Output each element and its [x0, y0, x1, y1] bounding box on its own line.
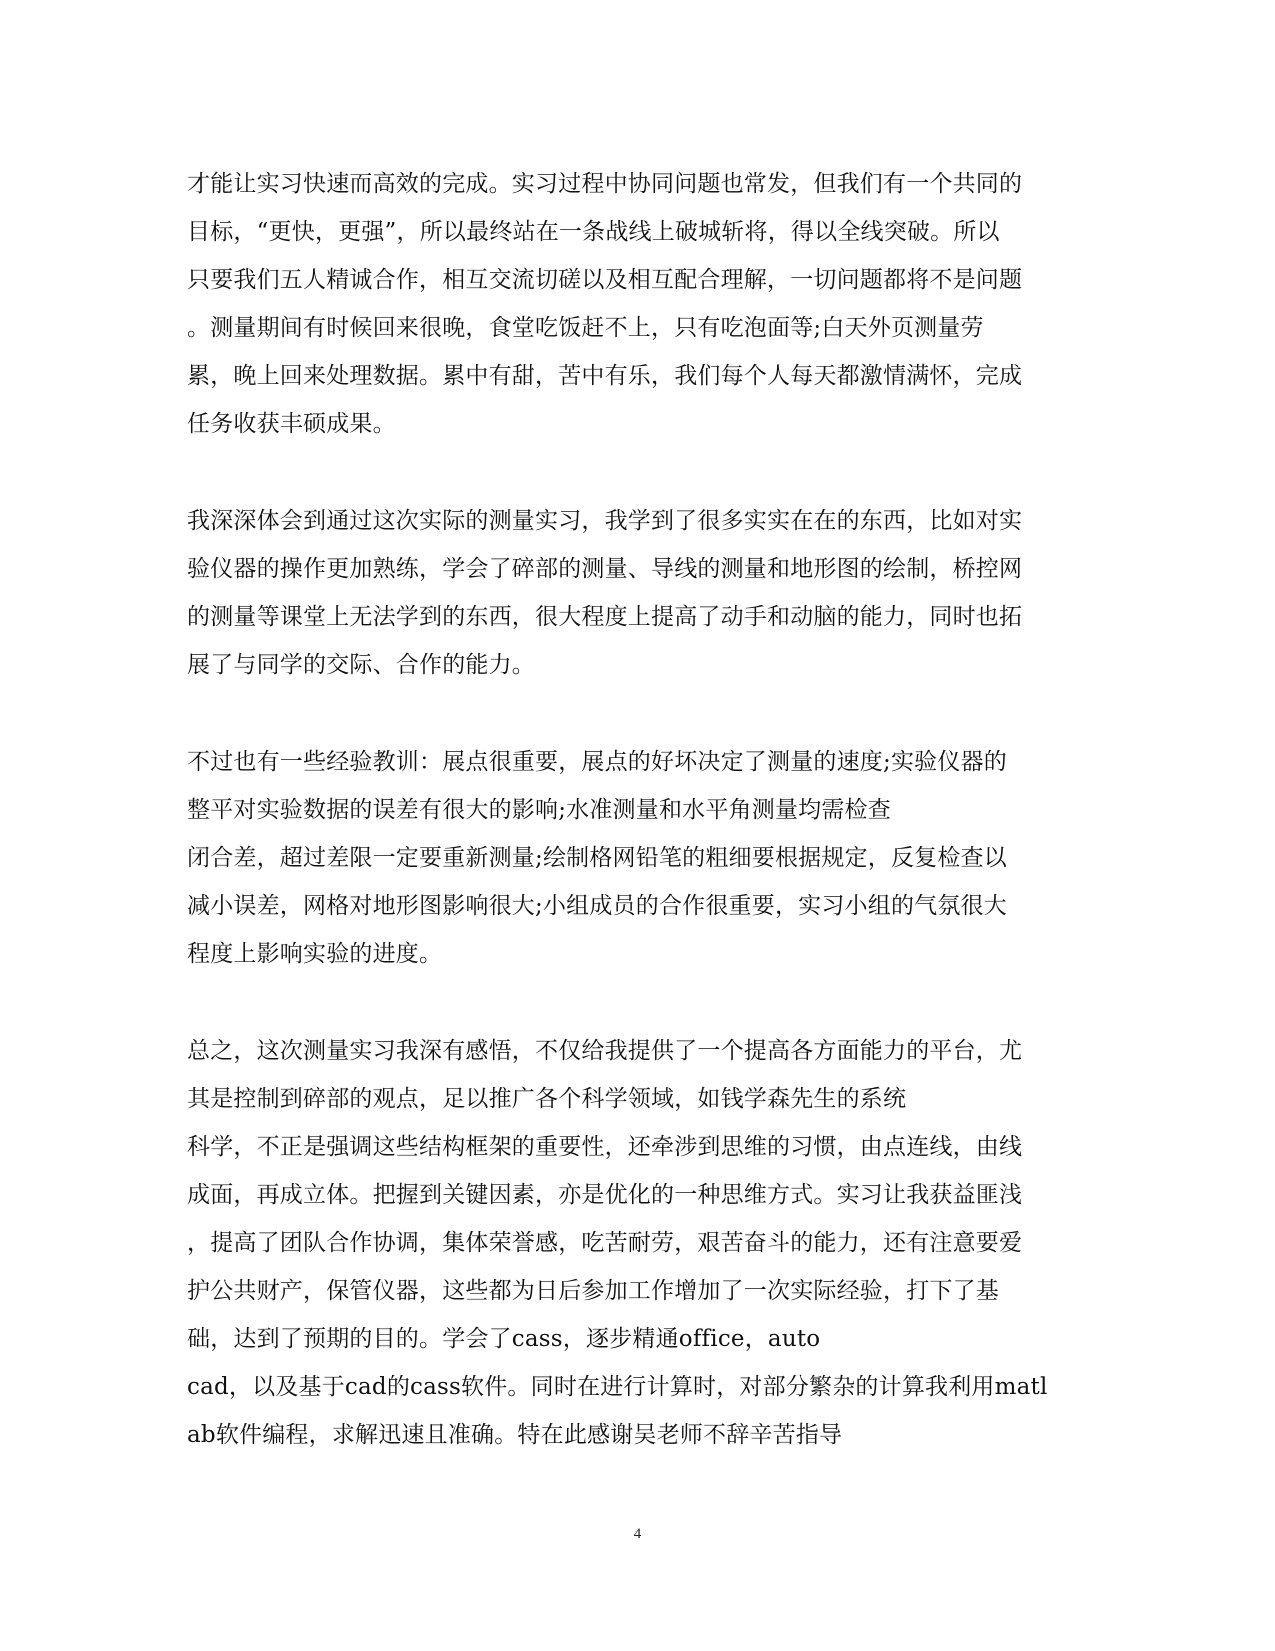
- text-line: cad，以及基于cad的cass软件。同时在进行计算时，对部分繁杂的计算我利用matl: [187, 1374, 1048, 1400]
- paragraph-1: [187, 160, 1087, 448]
- text-line: ，提高了团队合作协调，集体荣誉感，吃苦耐劳，艰苦奋斗的能力，还有注意要爱: [187, 1230, 1023, 1256]
- text-line: 累，晚上回来处理数据。累中有甜，苦中有乐，我们每个人每天都激情满怀，完成: [187, 363, 1023, 389]
- paragraph-spacer: [187, 448, 1087, 497]
- text-line: 的测量等课堂上无法学到的东西，很大程度上提高了动手和动脑的能力，同时也拓: [187, 604, 1023, 630]
- text-line: 才能让实习快速而高效的完成。实习过程中协同问题也常发，但我们有一个共同的: [187, 171, 1023, 197]
- text-line: 成面，再成立体。把握到关键因素，亦是优化的一种思维方式。实习让我获益匪浅: [187, 1182, 1023, 1208]
- page-number: 4: [633, 1526, 642, 1542]
- text-line: 程度上影响实验的进度。: [187, 941, 443, 967]
- paragraph-3: [187, 738, 1087, 978]
- text-line: 验仪器的操作更加熟练，学会了碎部的测量、导线的测量和地形图的绘制，桥控网: [187, 556, 1023, 582]
- text-line: 目标，“更快，更强”，所以最终站在一条战线上破城斩将，得以全线突破。所以: [187, 219, 1000, 245]
- text-line: 科学，不正是强调这些结构框架的重要性，还牵涉到思维的习惯，由点连线，由线: [187, 1134, 1023, 1160]
- text-line: 础，达到了预期的目的。学会了cass，逐步精通office，auto: [187, 1326, 821, 1352]
- text-line: 减小误差，网格对地形图影响很大;小组成员的合作很重要，实习小组的气氛很大: [187, 893, 1007, 919]
- text-line: 闭合差，超过差限一定要重新测量;绘制格网铅笔的粗细要根据规定，反复检查以: [187, 845, 1007, 871]
- paragraph-spacer: [187, 978, 1087, 1027]
- text-line: 总之，这次测量实习我深有感悟，不仅给我提供了一个提高各方面能力的平台，尤: [187, 1038, 1023, 1064]
- text-line: 展了与同学的交际、合作的能力。: [187, 652, 535, 678]
- text-line: 整平对实验数据的误差有很大的影响;水准测量和水平角测量均需检查: [187, 797, 891, 823]
- document-body: [187, 160, 1087, 1459]
- text-line: 只要我们五人精诚合作，相互交流切磋以及相互配合理解，一切问题都将不是问题: [187, 267, 1023, 293]
- text-line: 我深深体会到通过这次实际的测量实习，我学到了很多实实在在的东西，比如对实: [187, 508, 1023, 534]
- text-line: ab软件编程，求解迅速且准确。特在此感谢吴老师不辞辛苦指导: [187, 1422, 843, 1448]
- paragraph-2: [187, 497, 1087, 689]
- paragraph-spacer: [187, 689, 1087, 738]
- text-line: 护公共财产，保管仪器，这些都为日后参加工作增加了一次实际经验，打下了基: [187, 1278, 999, 1304]
- text-line: 其是控制到碎部的观点，足以推广各个科学领域，如钱学森先生的系统: [187, 1086, 907, 1112]
- text-line: 任务收获丰硕成果。: [187, 411, 396, 437]
- paragraph-4: [187, 1027, 1087, 1459]
- text-line: 。测量期间有时候回来很晚，食堂吃饭赶不上，只有吃泡面等;白天外页测量劳: [187, 315, 984, 341]
- text-line: 不过也有一些经验教训：展点很重要，展点的好坏决定了测量的速度;实验仪器的: [187, 749, 1007, 775]
